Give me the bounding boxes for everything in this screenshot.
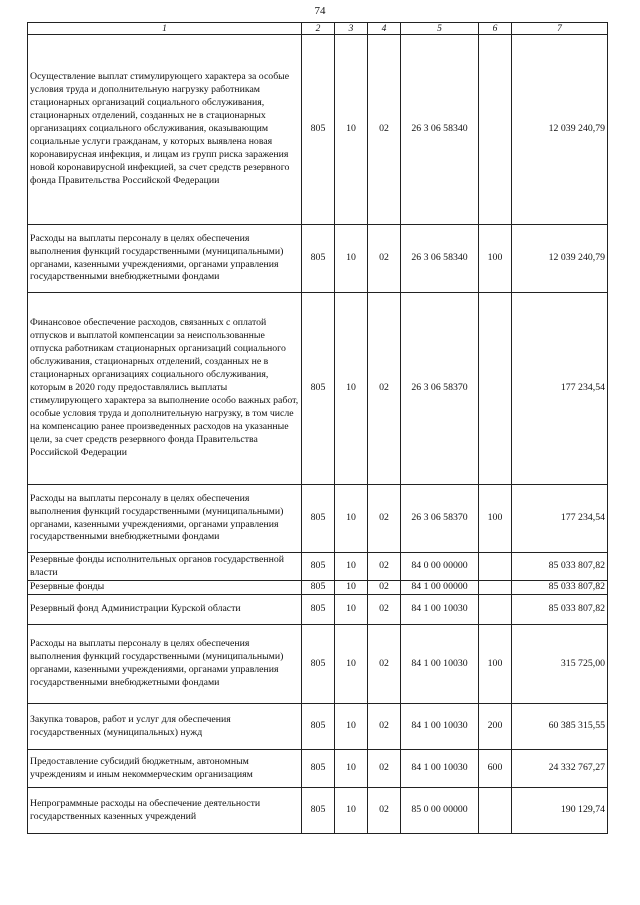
row-target-code: 26 3 06 58370 [401, 485, 479, 553]
row-amount: 12 039 240,79 [512, 35, 608, 225]
row-amount: 85 033 807,82 [512, 595, 608, 625]
table-row [28, 225, 608, 293]
header-row [28, 23, 608, 35]
row-target-code: 84 1 00 10030 [401, 704, 479, 750]
row-amount: 12 039 240,79 [512, 225, 608, 293]
row-expense-type: 100 [479, 485, 512, 553]
row-admin-code: 805 [302, 595, 335, 625]
row-name: Закупка товаров, работ и услуг для обеспечения государственных (муниципальных) нужд [28, 704, 302, 750]
row-subsection-code: 02 [368, 704, 401, 750]
row-expense-type: 100 [479, 225, 512, 293]
row-subsection-code: 02 [368, 581, 401, 595]
row-name: Резервные фонды [28, 581, 302, 595]
row-section-code: 10 [335, 553, 368, 581]
row-section-code: 10 [335, 750, 368, 788]
row-target-code: 85 0 00 00000 [401, 788, 479, 834]
row-section-code: 10 [335, 595, 368, 625]
row-subsection-code: 02 [368, 788, 401, 834]
row-expense-type [479, 581, 512, 595]
row-section-code: 10 [335, 293, 368, 485]
row-name: Предоставление субсидий бюджетным, автономным учреждениям и иным некоммерческим организациям [28, 750, 302, 788]
row-name: Резервный фонд Администрации Курской области [28, 595, 302, 625]
row-section-code: 10 [335, 35, 368, 225]
table-row [28, 704, 608, 750]
table-row [28, 625, 608, 704]
row-subsection-code: 02 [368, 225, 401, 293]
header-col-2: 2 [302, 23, 335, 35]
table-row [28, 485, 608, 553]
row-admin-code: 805 [302, 35, 335, 225]
row-name: Расходы на выплаты персоналу в целях обеспечения выполнения функций государственными (муниципальными) органами, казенными учреждениями, органами управления государственными внебюджетными фондами [28, 225, 302, 293]
table-row [28, 293, 608, 485]
header-col-1: 1 [28, 23, 302, 35]
row-admin-code: 805 [302, 625, 335, 704]
row-expense-type [479, 553, 512, 581]
table-row [28, 788, 608, 834]
row-expense-type: 600 [479, 750, 512, 788]
row-admin-code: 805 [302, 293, 335, 485]
row-amount: 315 725,00 [512, 625, 608, 704]
row-section-code: 10 [335, 625, 368, 704]
row-target-code: 26 3 06 58340 [401, 35, 479, 225]
table-row [28, 595, 608, 625]
row-admin-code: 805 [302, 225, 335, 293]
table-row [28, 553, 608, 581]
row-name: Расходы на выплаты персоналу в целях обеспечения выполнения функций государственными (муниципальными) органами, казенными учреждениями, органами управления государственными внебюджетными фондами [28, 625, 302, 704]
table-row [28, 581, 608, 595]
row-admin-code: 805 [302, 581, 335, 595]
row-amount: 190 129,74 [512, 788, 608, 834]
row-target-code: 84 1 00 00000 [401, 581, 479, 595]
header-col-4: 4 [368, 23, 401, 35]
header-col-7: 7 [512, 23, 608, 35]
row-expense-type [479, 35, 512, 225]
row-amount: 85 033 807,82 [512, 581, 608, 595]
row-amount: 85 033 807,82 [512, 553, 608, 581]
row-amount: 177 234,54 [512, 293, 608, 485]
row-section-code: 10 [335, 704, 368, 750]
header-col-3: 3 [335, 23, 368, 35]
row-subsection-code: 02 [368, 625, 401, 704]
row-name: Непрограммные расходы на обеспечение деятельности государственных казенных учреждений [28, 788, 302, 834]
row-admin-code: 805 [302, 553, 335, 581]
row-subsection-code: 02 [368, 553, 401, 581]
row-admin-code: 805 [302, 750, 335, 788]
row-expense-type [479, 788, 512, 834]
row-section-code: 10 [335, 485, 368, 553]
row-amount: 177 234,54 [512, 485, 608, 553]
row-amount: 60 385 315,55 [512, 704, 608, 750]
row-section-code: 10 [335, 225, 368, 293]
row-expense-type [479, 293, 512, 485]
row-target-code: 84 1 00 10030 [401, 625, 479, 704]
table-row [28, 750, 608, 788]
row-name: Финансовое обеспечение расходов, связанных с оплатой отпусков и выплатой компенсации за неиспользованные отпуска работникам стационарных организаций социального обслуживания, стационарных отделений, созданных не в стационарных организациях социального обслуживания, которым в 2020 году предоставлялись выплаты стимулирующего характера за выполнение особо важных работ, особые условия труда и дополнительную нагрузку, в том числе на компенсацию ранее произведенных расходов на указанные цели, за счет средств резервного фонда Правительства Российской Федерации [28, 293, 302, 485]
row-target-code: 26 3 06 58370 [401, 293, 479, 485]
row-admin-code: 805 [302, 704, 335, 750]
row-subsection-code: 02 [368, 595, 401, 625]
page-number: 74 [314, 5, 326, 17]
row-name: Расходы на выплаты персоналу в целях обеспечения выполнения функций государственными (муниципальными) органами, казенными учреждениями, органами управления государственными внебюджетными фондами [28, 485, 302, 553]
row-target-code: 84 0 00 00000 [401, 553, 479, 581]
row-admin-code: 805 [302, 485, 335, 553]
row-name: Осуществление выплат стимулирующего характера за особые условия труда и дополнительную нагрузку работникам стационарных организаций социального обслуживания, стационарных отделений, созданных не в стационарных организациях социального обслуживания, оказывающим социальные услуги гражданам, у которых выявлена новая коронавирусная инфекция, и лицам из групп риска заражения новой коронавирусной инфекцией, за счет средств резервного фонда Правительства Российской Федерации [28, 35, 302, 225]
row-expense-type: 100 [479, 625, 512, 704]
row-subsection-code: 02 [368, 485, 401, 553]
row-expense-type [479, 595, 512, 625]
row-target-code: 84 1 00 10030 [401, 750, 479, 788]
row-target-code: 26 3 06 58340 [401, 225, 479, 293]
row-section-code: 10 [335, 788, 368, 834]
row-section-code: 10 [335, 581, 368, 595]
row-subsection-code: 02 [368, 35, 401, 225]
row-subsection-code: 02 [368, 750, 401, 788]
table-row [28, 35, 608, 225]
row-name: Резервные фонды исполнительных органов государственной власти [28, 553, 302, 581]
header-col-5: 5 [401, 23, 479, 35]
header-col-6: 6 [479, 23, 512, 35]
row-subsection-code: 02 [368, 293, 401, 485]
row-target-code: 84 1 00 10030 [401, 595, 479, 625]
budget-table [27, 22, 608, 834]
row-admin-code: 805 [302, 788, 335, 834]
row-amount: 24 332 767,27 [512, 750, 608, 788]
row-expense-type: 200 [479, 704, 512, 750]
